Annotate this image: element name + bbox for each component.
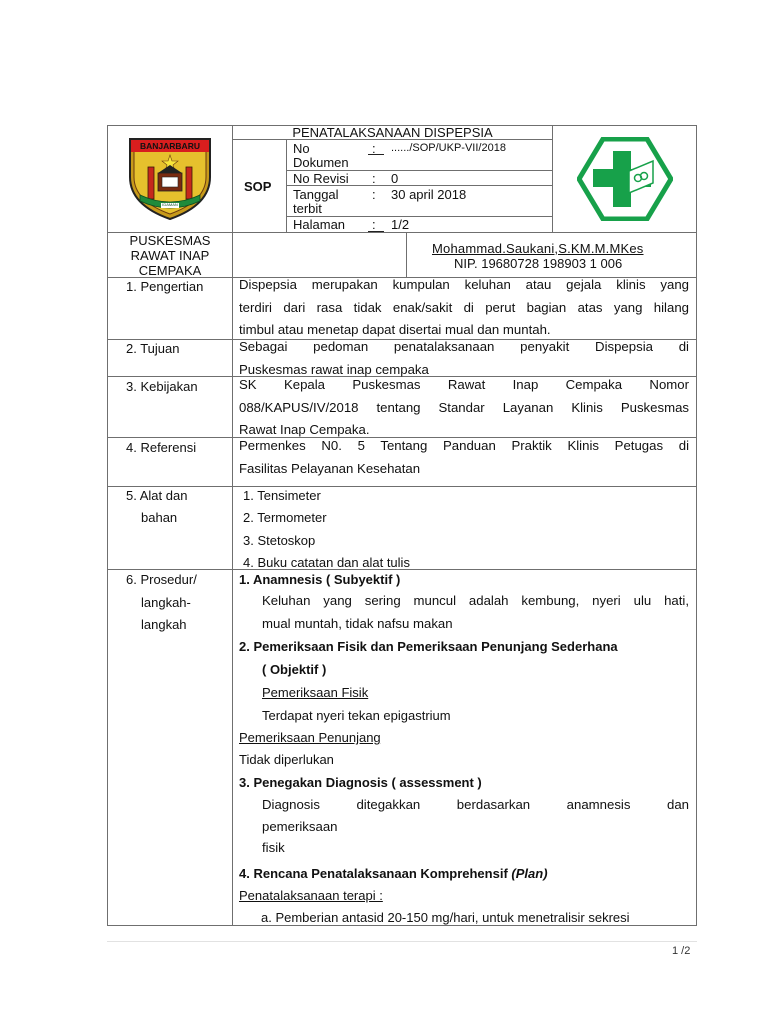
signer-name: Mohammad.Saukani,S.KM.M.MKes [432, 241, 644, 256]
signer-nip: NIP. 19680728 198903 1 006 [454, 256, 623, 271]
prosedur-heading-4-text: 4. Rencana Penatalaksanaan Komprehensif [239, 866, 508, 881]
pengertian-line-2: terdiri dari rasa tidak enak/sakit di perut bagian atas yang hilang [239, 299, 689, 315]
row-no-revisi-value: 0 [391, 171, 399, 186]
label-prosedur-3: langkah [141, 617, 187, 632]
banjarbaru-logo [128, 137, 212, 221]
logo-left-ribbon: IDAMAN [162, 202, 178, 207]
row-halaman-value: 1/2 [391, 217, 410, 232]
label-kebijakan: 3. Kebijakan [126, 379, 198, 394]
pengertian-line-1: Dispepsia merupakan kumpulan keluhan atau gejala klinis yang [239, 277, 689, 292]
sop-title: PENATALAKSANAAN DISPEPSIA [292, 125, 493, 140]
text-referensi [239, 435, 689, 480]
text-pengertian [239, 274, 689, 342]
alat-item-2: 2. Termometer [243, 510, 327, 525]
tujuan-line-2: Puskesmas rawat inap cempaka [239, 361, 429, 377]
pengertian-line-3: timbul atau menetap dapat disertai mual dan muntah. [239, 322, 551, 337]
row-halaman-colon: : [372, 217, 376, 232]
prosedur-heading-1: 1. Anamnesis ( Subyektif ) [239, 572, 401, 587]
row-tanggal-label-2: terbit [293, 201, 322, 216]
prosedur-p3-line-3: fisik [262, 840, 285, 855]
prosedur-heading-3: 3. Penegakan Diagnosis ( assessment ) [239, 775, 482, 790]
prosedur-heading-2b: ( Objektif ) [262, 662, 327, 677]
row-no-dokumen-label-2: Dokumen [293, 155, 349, 170]
sop-label: SOP [244, 179, 272, 194]
prosedur-heading-2: 2. Pemeriksaan Fisik dan Pemeriksaan Penunjang Sederhana [239, 639, 618, 654]
text-pemeriksaan-fisik: Terdapat nyeri tekan epigastrium [262, 708, 451, 723]
referensi-line-2: Fasilitas Pelayanan Kesehatan [239, 460, 421, 476]
kebijakan-line-1: SK Kepala Puskesmas Rawat Inap Cempaka Nomor [239, 377, 689, 392]
label-prosedur-1: 6. Prosedur/ [126, 572, 197, 587]
alat-item-4: 4. Buku catatan dan alat tulis [243, 555, 410, 570]
row-no-dokumen-value: ....../SOP/UKP-VII/2018 [391, 142, 506, 154]
prosedur-p1-line-2: mual muntah, tidak nafsu makan [262, 615, 453, 631]
referensi-line-1: Permenkes N0. 5 Tentang Panduan Praktik Klinis Petugas di [239, 438, 689, 453]
label-tujuan: 2. Tujuan [126, 341, 180, 356]
prosedur-p3-line-2: pemeriksaan [262, 818, 338, 834]
terapi-item-a: a. Pemberian antasid 20-150 mg/hari, untuk menetralisir sekresi [261, 910, 630, 925]
label-prosedur-2: langkah- [141, 595, 191, 610]
row-halaman-label: Halaman [293, 217, 346, 232]
puskesmas-cross-icon [577, 137, 673, 221]
footer-divider [107, 941, 697, 942]
prosedur-heading-4-plan: (Plan) [511, 866, 548, 881]
prosedur-p1 [262, 590, 689, 635]
row-tanggal-label: Tanggal [293, 187, 339, 202]
alat-item-3: 3. Stetoskop [243, 533, 316, 548]
subheading-penatalaksanaan-terapi: Penatalaksanaan terapi : [239, 888, 383, 903]
row-tanggal-value: 30 april 2018 [391, 187, 467, 202]
org-name-line-2: RAWAT INAP [130, 248, 210, 263]
prosedur-heading-4 [239, 866, 548, 881]
logo-left-text: BANJARBARU [140, 141, 200, 151]
row-no-revisi-colon: : [372, 171, 376, 186]
org-name-line-1: PUSKESMAS [129, 233, 211, 248]
label-alat-2: bahan [141, 510, 178, 525]
row-no-dokumen-label: No [293, 141, 310, 156]
page-number: 1 /2 [672, 945, 691, 957]
label-alat-1: 5. Alat dan [126, 488, 188, 503]
prosedur-p3 [262, 794, 689, 859]
prosedur-p1-line-1: Keluhan yang sering muncul adalah kembung, nyeri ulu hati, [262, 593, 689, 608]
text-kebijakan [239, 374, 689, 442]
subheading-pemeriksaan-fisik: Pemeriksaan Fisik [262, 685, 369, 700]
label-pengertian: 1. Pengertian [126, 279, 204, 294]
kebijakan-line-2: 088/KAPUS/IV/2018 tentang Standar Layanan Klinis Puskesmas [239, 399, 689, 415]
row-no-revisi-label: No Revisi [293, 171, 349, 186]
org-name-line-3: CEMPAKA [138, 263, 202, 278]
alat-item-1: 1. Tensimeter [243, 488, 321, 503]
subheading-pemeriksaan-penunjang: Pemeriksaan Penunjang [239, 730, 381, 745]
prosedur-p3-line-1: Diagnosis ditegakkan berdasarkan anamnesis dan [262, 797, 689, 812]
text-pemeriksaan-penunjang: Tidak diperlukan [239, 752, 334, 767]
row-no-dokumen-colon: : [372, 141, 376, 156]
tujuan-line-1: Sebagai pedoman penatalaksanaan penyakit Dispepsia di [239, 339, 689, 354]
label-referensi: 4. Referensi [126, 440, 197, 455]
puskesmas-logo [577, 137, 673, 221]
kebijakan-line-3: Rawat Inap Cempaka. [239, 422, 370, 437]
row-tanggal-colon: : [372, 187, 376, 202]
